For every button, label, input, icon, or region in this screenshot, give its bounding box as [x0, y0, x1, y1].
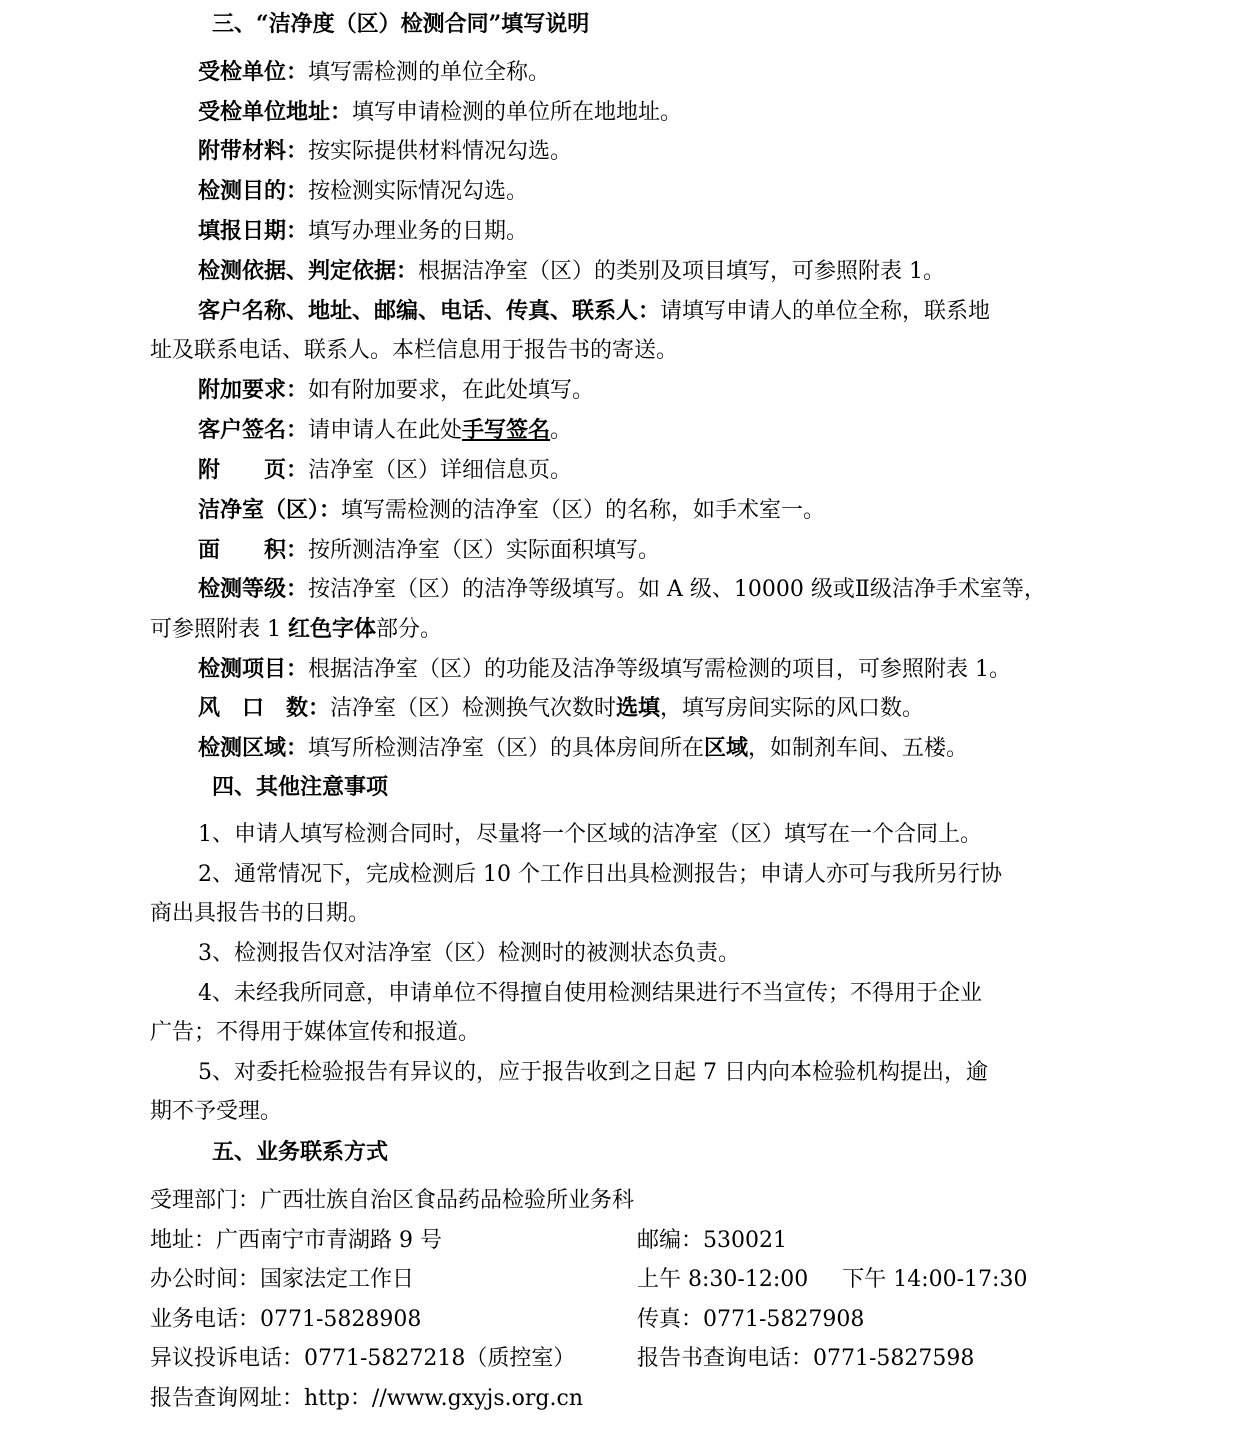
item-inspected-unit: [198, 57, 550, 87]
item-text: 根据洁净室（区）的类别及项目填写，可参照附表 1。: [418, 259, 946, 284]
hours-afternoon: 下午 14:00-17:30: [842, 1267, 1028, 1292]
item-text: 按所测洁净室（区）实际面积填写。: [308, 538, 661, 563]
notice-item-1: 1、申请人填写检测合同时，尽量将一个区域的洁净室（区）填写在一个合同上。: [198, 822, 982, 847]
red-font-emphasis: 红色字体: [287, 616, 376, 642]
item-label: 填报日期：: [198, 218, 309, 244]
item-cleanroom: [198, 495, 825, 525]
item-label: 检测区域：: [198, 735, 309, 761]
hours-morning: 上午 8:30-12:00: [637, 1267, 809, 1292]
contact-report-phone: 报告书查询电话：0771-5827598: [637, 1346, 975, 1371]
item-tail: ，如制剂车间、五楼。: [748, 736, 969, 761]
item-tail: ，填写房间实际的风口数。: [660, 696, 925, 721]
contact-complaint-phone: 异议投诉电话：0771-5827218（质控室）: [150, 1346, 576, 1371]
item-text: 填写所检测洁净室（区）的具体房间所在: [308, 736, 705, 761]
item-text: 按实际提供材料情况勾选。: [308, 139, 573, 164]
section5-title: 五、业务联系方式: [212, 1139, 389, 1165]
item-label: 客户名称、地址、邮编、电话、传真、联系人：: [198, 298, 661, 324]
item-customer-info-cont: 址及联系电话、联系人。本栏信息用于报告书的寄送。: [150, 338, 679, 363]
region-emphasis: 区域: [704, 735, 749, 761]
item-label: 受检单位地址：: [198, 99, 353, 125]
optional-emphasis: 选填: [616, 695, 661, 721]
item-purpose: [198, 176, 528, 206]
item-extra-requirements: [198, 375, 594, 405]
item-test-items: [198, 654, 1011, 684]
item-label: 洁净室（区）：: [198, 497, 342, 523]
item-label: 附带材料：: [198, 138, 309, 164]
item-text: 填写需检测的洁净室（区）的名称，如手术室一。: [341, 498, 826, 523]
notice-item-2-cont: 商出具报告书的日期。: [150, 901, 371, 926]
item-grade-cont: [150, 614, 442, 644]
item-label: 附 页：: [198, 457, 309, 483]
item-customer-signature: [198, 415, 572, 445]
item-label: 客户签名：: [198, 417, 309, 443]
item-test-region: [198, 733, 968, 763]
notice-item-2: 2、通常情况下，完成检测后 10 个工作日出具检测报告；申请人亦可与我所另行协: [198, 862, 1002, 887]
notice-item-5-cont: 期不予受理。: [150, 1099, 283, 1124]
item-label: 检测项目：: [198, 656, 309, 682]
item-label: 受检单位：: [198, 59, 309, 85]
item-grade: [198, 574, 1046, 604]
contact-fax: 传真：0771-5827908: [637, 1307, 865, 1332]
contact-website[interactable]: 报告查询网址：http：//www.gxyjs.org.cn: [150, 1386, 583, 1411]
item-inspected-unit-address: [198, 97, 682, 127]
notice-item-4-cont: 广告；不得用于媒体宣传和报道。: [150, 1020, 481, 1045]
section3-title: 三、“洁净度（区）检测合同”填写说明: [212, 11, 590, 37]
handwritten-signature-emphasis: 手写签名: [462, 417, 551, 443]
contact-office-hours: 办公时间：国家法定工作日: [150, 1267, 415, 1292]
contact-business-phone: 业务电话：0771-5828908: [150, 1307, 422, 1332]
section4-title: 四、其他注意事项: [212, 774, 389, 800]
item-label: 面 积：: [198, 537, 309, 563]
notice-item-5: 5、对委托检验报告有异议的，应于报告收到之日起 7 日内向本检验机构提出，逾: [198, 1060, 988, 1085]
contact-hours-times: [637, 1265, 1027, 1295]
item-text: 可参照附表 1: [150, 617, 288, 642]
item-report-date: [198, 216, 528, 246]
item-text: 按洁净室（区）的洁净等级填写。如 A 级、10000 级或Ⅱ级洁净手术室等，: [308, 577, 1046, 602]
contact-department: 受理部门：广西壮族自治区食品药品检验所业务科: [150, 1188, 635, 1213]
item-label: 检测依据、判定依据：: [198, 258, 419, 284]
item-basis: [198, 256, 945, 286]
item-customer-info: [198, 296, 990, 326]
contact-postcode: 邮编：530021: [637, 1228, 787, 1253]
notice-item-4: 4、未经我所同意，申请单位不得擅自使用检测结果进行不当宣传；不得用于企业: [198, 981, 982, 1006]
item-vent-count: [198, 693, 924, 723]
item-text: 如有附加要求，在此处填写。: [308, 378, 595, 403]
item-label: 附加要求：: [198, 377, 309, 403]
item-text: 洁净室（区）检测换气次数时: [330, 696, 617, 721]
item-label: 检测目的：: [198, 178, 309, 204]
item-attached-page: [198, 455, 572, 485]
item-text: 按检测实际情况勾选。: [308, 179, 529, 204]
item-text: 填写办理业务的日期。: [308, 219, 529, 244]
contact-address: 地址：广西南宁市青湖路 9 号: [150, 1228, 442, 1253]
item-text: 根据洁净室（区）的功能及洁净等级填写需检测的项目，可参照附表 1。: [308, 657, 1012, 682]
item-text: 请申请人在此处: [308, 418, 463, 443]
item-tail: 部分。: [376, 617, 443, 642]
item-tail: 。: [550, 418, 573, 443]
item-label: 风 口 数：: [198, 695, 331, 721]
item-text: 填写需检测的单位全称。: [308, 60, 551, 85]
item-text: 请填写申请人的单位全称，联系地: [660, 299, 991, 324]
item-label: 检测等级：: [198, 576, 309, 602]
item-text: 填写申请检测的单位所在地地址。: [352, 100, 683, 125]
item-text: 洁净室（区）详细信息页。: [308, 458, 573, 483]
notice-item-3: 3、检测报告仅对洁净室（区）检测时的被测状态负责。: [198, 941, 740, 966]
item-attached-materials: [198, 136, 572, 166]
item-area: [198, 535, 660, 565]
